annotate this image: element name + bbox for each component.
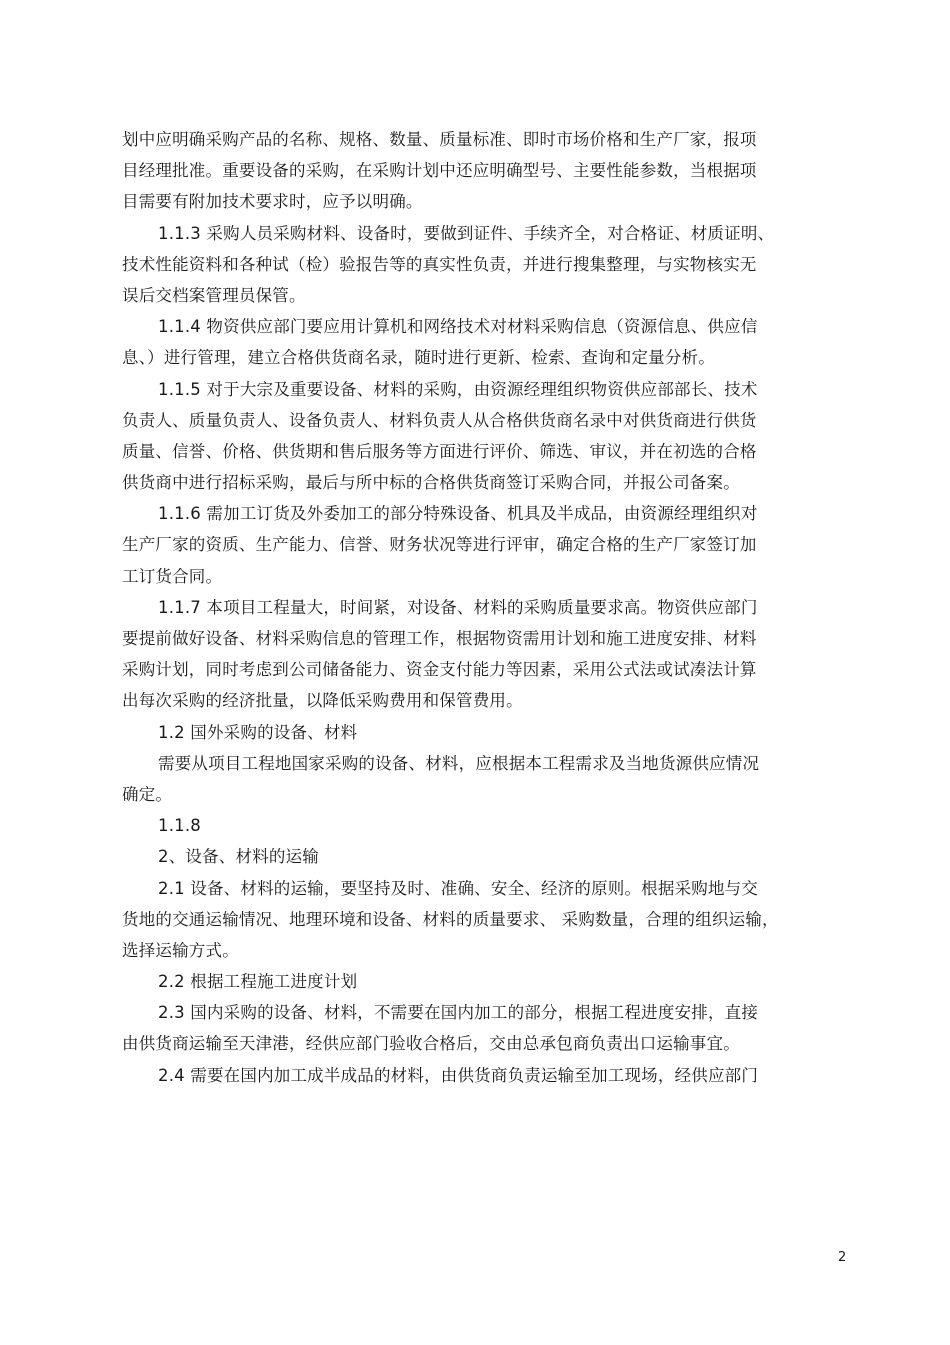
text-line: 目需要有附加技术要求时，应予以明确。 (122, 192, 423, 212)
page-number: 2 (838, 1250, 847, 1265)
text-line: 技术性能资料和各种试（检）验报告等的真实性负责，并进行搜集整理，与实物核实无 (122, 254, 757, 274)
text-line: 选择运输方式。 (122, 940, 239, 960)
text-line: 1.1.7 本项目工程量大，时间紧，对设备、材料的采购质量要求高。物资供应部门 (158, 597, 758, 617)
text-line: 1.1.6 需加工订货及外委加工的部分特殊设备、机具及半成品，由资源经理组织对 (158, 504, 758, 524)
text-line: 工订货合同。 (122, 566, 223, 586)
text-line: 需要从项目工程地国家采购的设备、材料，应根据本工程需求及当地货源供应情况 (158, 753, 760, 773)
text-line: 划中应明确采购产品的名称、规格、数量、质量标准、即时市场价格和生产厂家，报项 (122, 130, 757, 149)
text-line: 采购计划，同时考虑到公司储备能力、资金支付能力等因素，采用公式法或试凑法计算 (122, 660, 757, 680)
text-line: 由供货商运输至天津港，经供应部门验收合格后，交由总承包商负责出口运输事宜。 (122, 1034, 740, 1054)
text-line: 误后交档案管理员保管。 (122, 285, 306, 305)
text-line: 出每次采购的经济批量，以降低采购费用和保管费用。 (122, 691, 523, 711)
text-line: 生产厂家的资质、生产能力、信誉、财务状况等进行评审，确定合格的生产厂家签订加 (122, 535, 757, 555)
text-line: 货地的交通运输情况、地理环境和设备、材料的质量要求、 采购数量，合理的组织运输， (122, 909, 779, 929)
text-line: 2.4 需要在国内加工成半成品的材料，由供货商负责运输至加工现场，经供应部门 (158, 1065, 759, 1085)
section-heading: 2、设备、材料的运输 (158, 847, 319, 867)
text-line: 2.2 根据工程施工进度计划 (158, 972, 358, 992)
text-line: 1.1.5 对于大宗及重要设备、材料的采购，由资源经理组织物资供应部部长、技术 (158, 379, 758, 399)
text-line: 1.1.3 采购人员采购材料、设备时，要做到证件、手续齐全，对合格证、材质证明、 (158, 223, 775, 243)
text-line: 供货商中进行招标采购，最后与所中标的合格供货商签订采购合同，并报公司备案。 (122, 473, 740, 493)
text-line: 质量、信誉、价格、供货期和售后服务等方面进行评价、筛选、审议，并在初选的合格 (122, 441, 757, 461)
section-heading: 1.2 国外采购的设备、材料 (158, 722, 358, 742)
section-number: 1.1.8 (158, 816, 201, 836)
text-line: 息、）进行管理，建立合格供货商名录，随时进行更新、检索、查询和定量分析。 (122, 348, 715, 368)
text-line: 要提前做好设备、材料采购信息的管理工作，根据物资需用计划和施工进度安排、材料 (122, 629, 757, 648)
text-line: 2.3 国内采购的设备、材料，不需要在国内加工的部分，根据工程进度安排，直接 (158, 1003, 759, 1023)
text-line: 负责人、质量负责人、设备负责人、材料负责人从合格供货商名录中对供货商进行供货 (122, 410, 757, 430)
text-line: 目经理批准。重要设备的采购，在采购计划中还应明确型号、主要性能参数，当根据项 (122, 161, 757, 181)
text-line: 2.1 设备、材料的运输，要坚持及时、准确、安全、经济的原则。根据采购地与交 (158, 878, 759, 898)
text-line: 确定。 (122, 784, 173, 804)
text-line: 1.1.4 物资供应部门要应用计算机和网络技术对材料采购信息（资源信息、供应信 (158, 317, 758, 337)
body-text (122, 124, 842, 1091)
